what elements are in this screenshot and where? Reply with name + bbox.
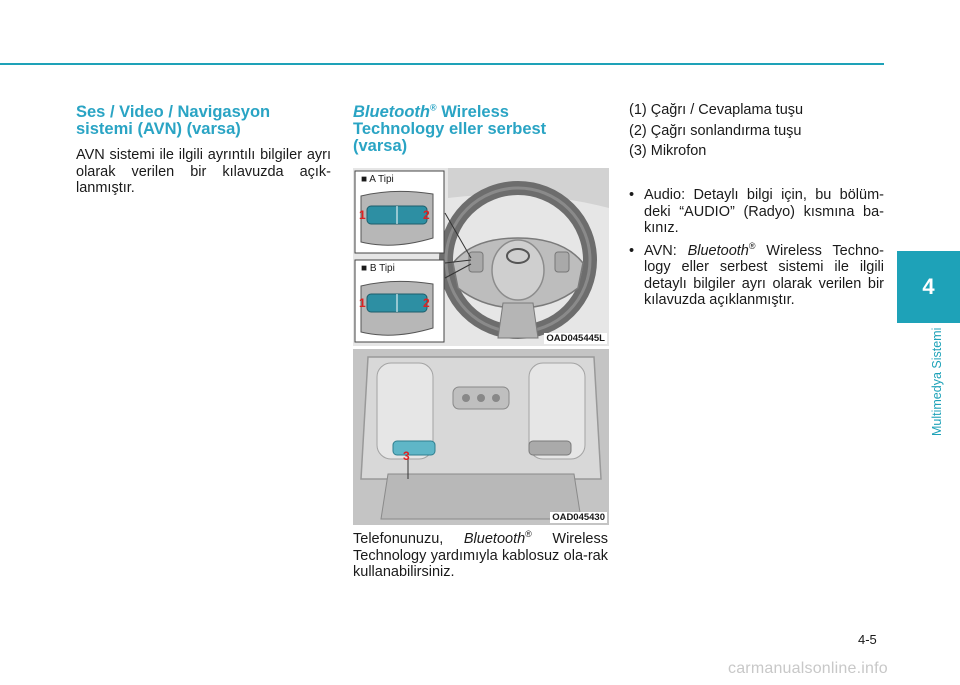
- notes-list: [629, 187, 884, 315]
- callout-1-b: 1: [359, 296, 366, 310]
- inset-b-label: ■ B Tipi: [361, 263, 395, 274]
- callout-1-a: 1: [359, 208, 366, 222]
- microphone-icon: [393, 441, 435, 455]
- inset-a-label: ■ A Tipi: [361, 174, 394, 185]
- note-audio: • Audio: Detaylı bilgi için, bu bölüm-deki “AUDIO” (Radyo) kısmına ba-kınız.: [629, 187, 884, 236]
- watermark: carmanualsonline.info: [728, 660, 888, 677]
- bluetooth-section-heading: Bluetooth® Wireless Technology eller serbest (varsa): [353, 102, 547, 155]
- list-item: (2) Çağrı sonlandırma tuşu: [629, 122, 802, 139]
- steering-wheel-illustration: [353, 168, 609, 346]
- callout-3: 3: [403, 449, 410, 463]
- header-rule: [0, 63, 884, 65]
- figure-code: OAD045445L: [546, 333, 605, 344]
- list-item: (3) Mikrofon: [629, 143, 707, 159]
- chapter-title: Multimedya Sistemi: [930, 327, 944, 436]
- callout-2-b: 2: [423, 296, 430, 310]
- avn-section-text: AVN sistemi ile ilgili ayrıntılı bilgiler ayrı olarak verilen bir kılavuzda açık-lanmıştır.: [76, 147, 331, 196]
- steering-wheel-figure: [353, 168, 609, 346]
- page-number: 4-5: [858, 632, 877, 647]
- avn-section-heading: Ses / Video / Navigasyon sistemi (AVN) (varsa): [76, 103, 271, 138]
- bullet-dot: •: [629, 242, 635, 259]
- bullet-dot: •: [629, 187, 635, 203]
- chapter-number-tab: 4: [897, 251, 960, 323]
- button-legend-list: [629, 102, 884, 164]
- overhead-console-figure: [353, 349, 609, 525]
- note-avn: • AVN: Bluetooth® Wireless Techno-logy eller serbest sistemi ile ilgili detaylı bilgiler ayrı olarak verilen bir kılavuzda açıklanmıştır.: [629, 240, 885, 308]
- list-item: (1) Çağrı / Cevaplama tuşu: [629, 102, 804, 118]
- figure-code: OAD045430: [552, 512, 605, 523]
- callout-2-a: 2: [423, 208, 430, 222]
- overhead-console-illustration: [353, 349, 609, 525]
- bluetooth-section-text: Telefonunuzu, Bluetooth® Wireless Technology yardımıyla kablosuz ola-rak kullanabilirsiniz.: [353, 529, 608, 580]
